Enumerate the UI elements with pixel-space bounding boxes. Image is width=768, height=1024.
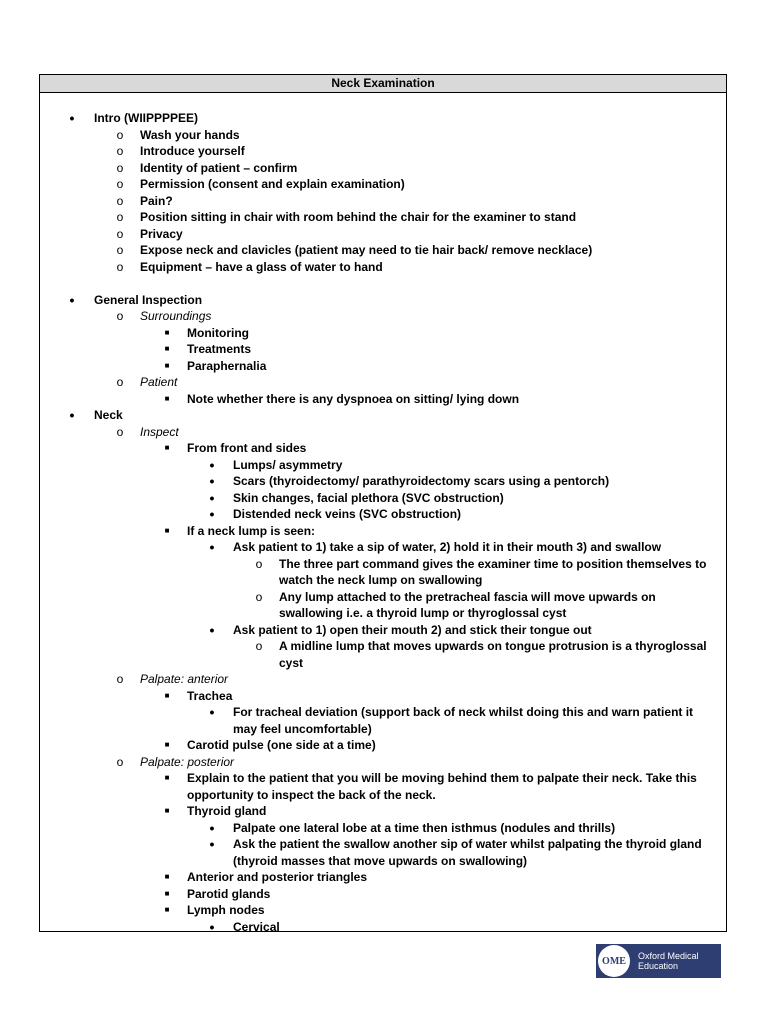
list-item bbox=[40, 671, 726, 688]
ome-seal-icon: OME bbox=[598, 945, 630, 977]
list-item bbox=[40, 902, 726, 919]
bullet-icon: • bbox=[209, 473, 215, 489]
bullet-icon: ■ bbox=[164, 905, 170, 914]
list-item bbox=[40, 523, 726, 540]
list-item bbox=[40, 292, 726, 309]
logo-text bbox=[638, 951, 699, 971]
list-item bbox=[40, 770, 726, 787]
list-item bbox=[40, 622, 726, 639]
bullet-icon: o bbox=[116, 259, 124, 274]
bullet-icon: • bbox=[209, 836, 215, 852]
list-item-text: General Inspection bbox=[94, 292, 203, 307]
list-item bbox=[40, 440, 726, 457]
list-item bbox=[40, 407, 726, 424]
list-item-text: Any lump attached to the pretracheal fascia will move upwards on bbox=[279, 589, 656, 604]
list-item bbox=[40, 556, 726, 573]
list-item-text: Treatments bbox=[187, 342, 252, 356]
bullet-icon: • bbox=[69, 110, 75, 126]
list-item-text: From front and sides bbox=[187, 441, 307, 455]
oxford-medical-education-logo bbox=[596, 944, 721, 978]
list-item bbox=[40, 655, 726, 672]
list-item-text: Neck bbox=[94, 408, 123, 422]
list-item-text: The three part command gives the examiner time to position themselves to bbox=[279, 556, 707, 571]
list-item-text: Cervical bbox=[233, 919, 280, 934]
list-item bbox=[40, 787, 726, 804]
list-item-text: Palpate: posterior bbox=[140, 754, 235, 769]
list-item bbox=[40, 803, 726, 820]
list-item bbox=[40, 473, 726, 490]
list-item bbox=[40, 869, 726, 886]
bullet-icon: o bbox=[255, 639, 263, 653]
list-item-text: Position sitting in chair with room behind the chair for the examiner to stand bbox=[140, 210, 577, 224]
list-item bbox=[40, 638, 726, 655]
list-item-text: For tracheal deviation (support back of neck whilst doing this and warn patient it bbox=[233, 705, 694, 719]
list-item-text: swallowing i.e. a thyroid lump or thyroglossal cyst bbox=[279, 606, 567, 620]
logo-line-1: Oxford Medical bbox=[638, 951, 699, 961]
bullet-icon: ■ bbox=[164, 327, 170, 337]
list-item-text: opportunity to inspect the back of the neck. bbox=[187, 787, 436, 802]
bullet-icon: ■ bbox=[164, 806, 170, 815]
list-item-text: Distended neck veins (SVC obstruction) bbox=[233, 507, 462, 521]
list-item-text: Ask patient to 1) open their mouth 2) and stick their tongue out bbox=[233, 622, 592, 637]
bullet-icon: o bbox=[116, 144, 124, 158]
list-item bbox=[40, 737, 726, 754]
list-item-text: Anterior and posterior triangles bbox=[187, 870, 368, 884]
logo-line-2: Education bbox=[638, 961, 679, 971]
list-item bbox=[40, 572, 726, 589]
bullet-icon: • bbox=[209, 539, 215, 555]
list-item-text: watch the neck lump on swallowing bbox=[279, 573, 483, 587]
list-item-text: A midline lump that moves upwards on tongue protrusion is a thyroglossal bbox=[279, 639, 707, 653]
bullet-icon: ■ bbox=[164, 872, 170, 881]
bullet-icon: o bbox=[116, 309, 124, 323]
list-item-text: Intro (WIIPPPPEE) bbox=[94, 111, 199, 125]
list-item bbox=[40, 242, 726, 259]
bullet-icon: • bbox=[209, 456, 215, 473]
bullet-icon: o bbox=[116, 424, 124, 439]
list-item bbox=[40, 226, 726, 243]
list-item-text: Ask patient to 1) take a sip of water, 2) hold it in their mouth 3) and swallow bbox=[233, 540, 662, 554]
bullet-icon: ■ bbox=[164, 525, 170, 535]
list-item-text: may feel uncomfortable) bbox=[233, 721, 372, 736]
list-item-text: Scars (thyroidectomy/ parathyroidectomy scars using a pentorch) bbox=[233, 474, 610, 488]
list-item bbox=[40, 506, 726, 523]
list-item bbox=[40, 424, 726, 441]
list-item bbox=[40, 143, 726, 160]
list-item bbox=[40, 589, 726, 606]
list-item bbox=[40, 490, 726, 507]
spacer bbox=[40, 275, 726, 292]
bullet-icon: ■ bbox=[164, 773, 170, 782]
bullet-icon: o bbox=[116, 210, 124, 224]
checklist bbox=[40, 93, 726, 935]
list-item-text: Inspect bbox=[140, 424, 179, 439]
bullet-icon: • bbox=[209, 819, 215, 836]
bullet-icon: o bbox=[116, 193, 124, 208]
list-item bbox=[40, 193, 726, 210]
list-item bbox=[40, 176, 726, 193]
list-item-text: Thyroid gland bbox=[187, 804, 267, 818]
bullet-icon: • bbox=[209, 704, 215, 720]
list-item-text: Paraphernalia bbox=[187, 358, 267, 373]
list-item bbox=[40, 539, 726, 556]
bullet-icon: ■ bbox=[164, 690, 170, 700]
bullet-icon: o bbox=[116, 375, 124, 389]
list-item bbox=[40, 754, 726, 771]
bullet-icon: o bbox=[116, 243, 124, 257]
list-item-text: Palpate one lateral lobe at a time then isthmus (nodules and thrills) bbox=[233, 820, 616, 835]
list-item bbox=[40, 605, 726, 622]
list-item bbox=[40, 160, 726, 177]
list-item bbox=[40, 391, 726, 408]
list-item bbox=[40, 110, 726, 127]
list-item bbox=[40, 704, 726, 721]
list-item-text: Trachea bbox=[187, 688, 233, 703]
list-item-text: Privacy bbox=[140, 226, 183, 241]
list-item bbox=[40, 886, 726, 903]
list-item-text: Permission (consent and explain examination) bbox=[140, 177, 405, 191]
list-item-text: Wash your hands bbox=[140, 127, 240, 142]
bullet-icon: ■ bbox=[164, 443, 170, 452]
list-item-text: Identity of patient – confirm bbox=[140, 160, 298, 175]
list-item-text: Parotid glands bbox=[187, 886, 271, 901]
list-item bbox=[40, 836, 726, 853]
list-item bbox=[40, 209, 726, 226]
bullet-icon: • bbox=[69, 291, 75, 308]
bullet-icon: o bbox=[116, 754, 124, 769]
bullet-icon: o bbox=[116, 127, 124, 142]
bullet-icon: • bbox=[209, 506, 215, 522]
list-item-text: cyst bbox=[279, 655, 304, 670]
list-item-text: Lumps/ asymmetry bbox=[233, 457, 343, 472]
bullet-icon: o bbox=[116, 226, 124, 241]
list-item bbox=[40, 358, 726, 375]
list-item-text: Palpate: anterior bbox=[140, 672, 229, 686]
document-frame bbox=[39, 74, 727, 935]
list-item-text: (thyroid masses that move upwards on swallowing) bbox=[233, 853, 528, 868]
list-item bbox=[40, 721, 726, 738]
bullet-icon: ■ bbox=[164, 344, 170, 353]
list-item-text: Note whether there is any dyspnoea on sitting/ lying down bbox=[187, 391, 520, 406]
list-item bbox=[40, 919, 726, 936]
bullet-icon: • bbox=[209, 918, 215, 935]
bullet-icon: ■ bbox=[164, 360, 170, 370]
list-item-text: Introduce yourself bbox=[140, 144, 245, 158]
bullet-icon: ■ bbox=[164, 740, 170, 749]
list-item bbox=[40, 853, 726, 870]
list-item bbox=[40, 259, 726, 276]
list-item-text: If a neck lump is seen: bbox=[187, 523, 316, 538]
list-item bbox=[40, 374, 726, 391]
list-item-text: Explain to the patient that you will be moving behind them to palpate their neck. Take this bbox=[187, 771, 697, 785]
list-item-text: Pain? bbox=[140, 193, 173, 208]
bullet-icon: • bbox=[69, 407, 75, 423]
list-item bbox=[40, 341, 726, 358]
bullet-icon: o bbox=[255, 589, 263, 604]
list-item bbox=[40, 308, 726, 325]
list-item-text: Skin changes, facial plethora (SVC obstruction) bbox=[233, 490, 504, 505]
bullet-icon: ■ bbox=[164, 393, 170, 403]
document-title: Neck Examination bbox=[40, 75, 726, 93]
list-item-text: Ask the patient the swallow another sip of water whilst palpating the thyroid gland bbox=[233, 837, 702, 851]
list-item-text: Carotid pulse (one side at a time) bbox=[187, 738, 376, 752]
bullet-icon: o bbox=[116, 672, 124, 686]
list-item-text: Equipment – have a glass of water to hand bbox=[140, 259, 383, 274]
list-item bbox=[40, 457, 726, 474]
list-item bbox=[40, 688, 726, 705]
bullet-icon: ■ bbox=[164, 888, 170, 898]
bullet-icon: • bbox=[209, 621, 215, 638]
bullet-icon: • bbox=[209, 489, 215, 506]
list-item-text: Lymph nodes bbox=[187, 903, 265, 917]
bullet-icon: o bbox=[116, 177, 124, 191]
list-item-text: Expose neck and clavicles (patient may need to tie hair back/ remove necklace) bbox=[140, 243, 593, 257]
bullet-icon: o bbox=[116, 160, 124, 175]
list-item bbox=[40, 820, 726, 837]
list-item-text: Surroundings bbox=[140, 309, 212, 323]
list-item-text: Patient bbox=[140, 375, 178, 389]
list-item bbox=[40, 127, 726, 144]
list-item-text: Monitoring bbox=[187, 325, 249, 340]
bullet-icon: o bbox=[255, 556, 263, 571]
list-item bbox=[40, 325, 726, 342]
